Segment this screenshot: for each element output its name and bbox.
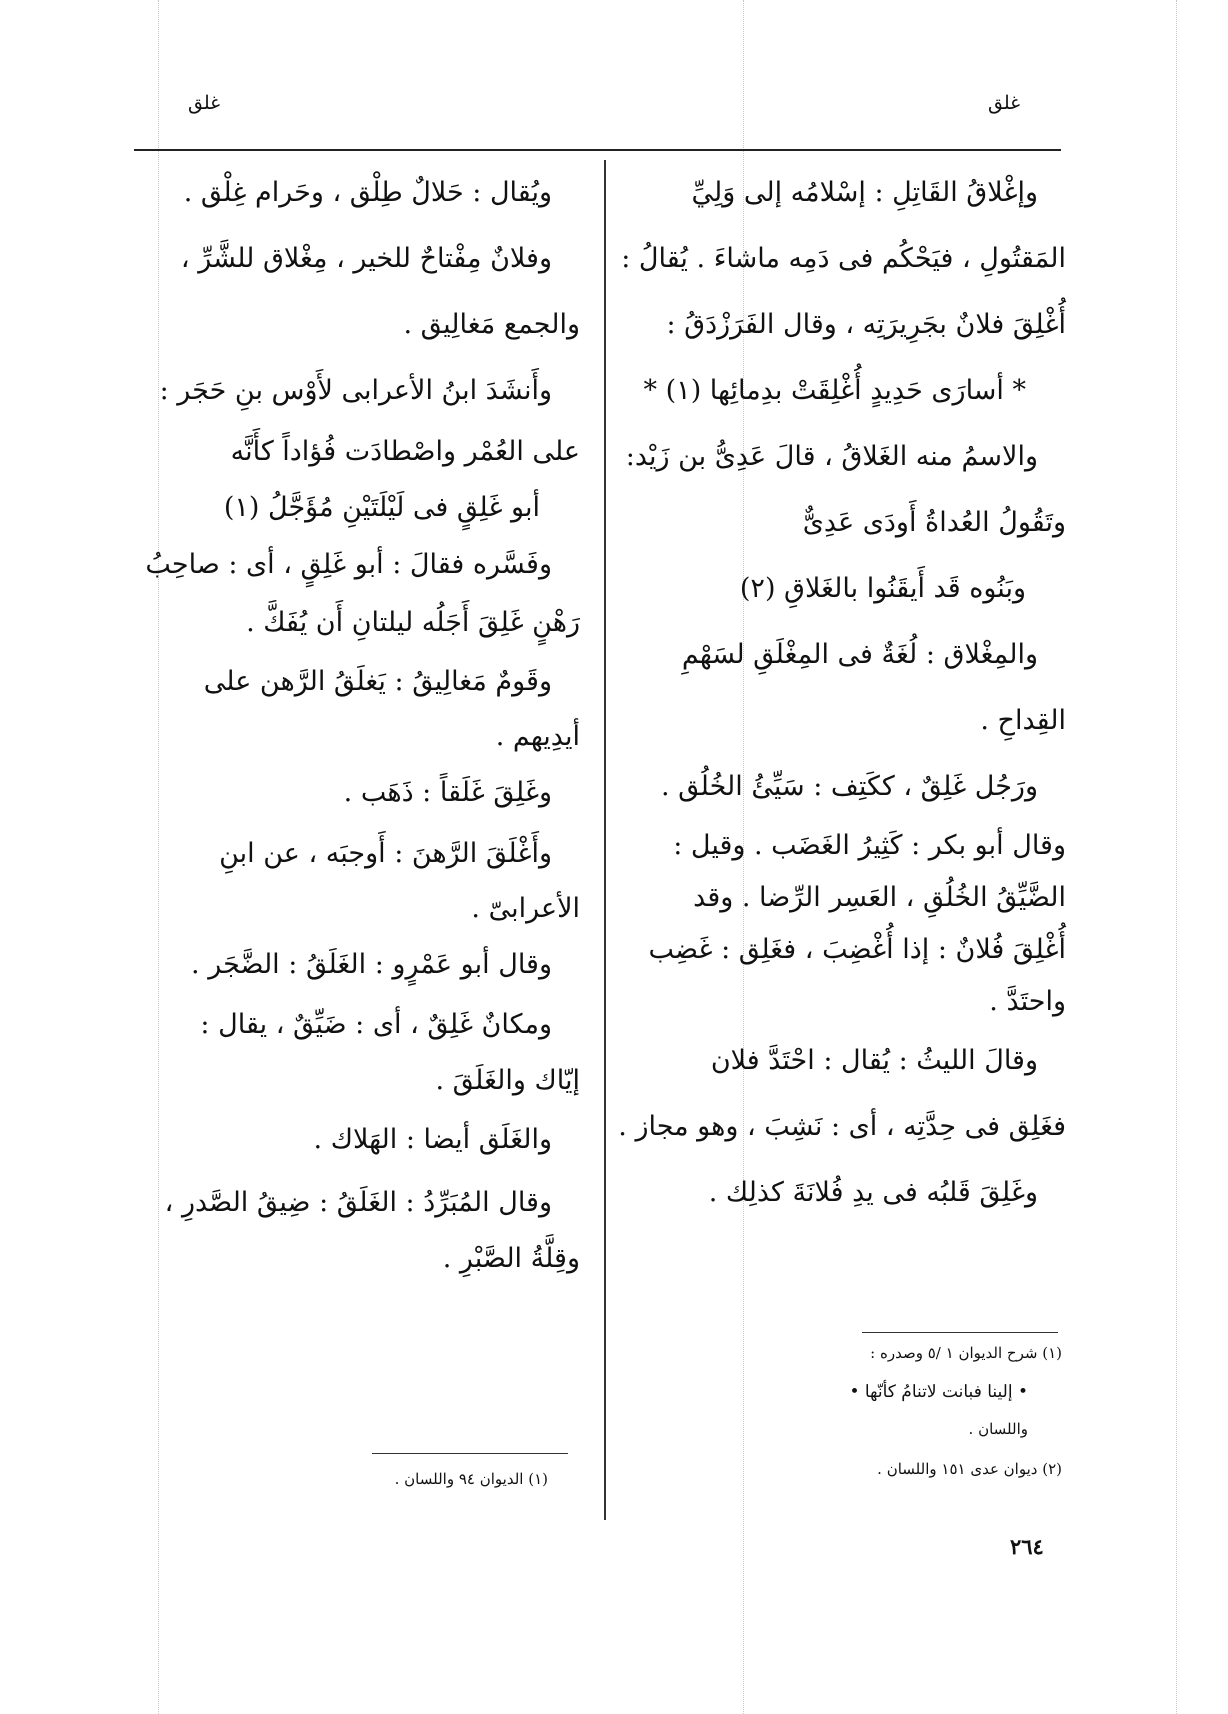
scan-guide-line <box>1176 0 1177 1714</box>
footnote: واللسان . <box>968 1420 1028 1438</box>
text-line: وفلانٌ مِفْتاحٌ للخير ، مِغْلاق للشَّرِّ ، <box>180 243 552 274</box>
footnote: (١) شرح الديوان ١ /٥ وصدره : <box>870 1344 1062 1362</box>
footnote: • إلينا فبانت لاتنامُ كأنّها • <box>849 1382 1028 1402</box>
text-line: رَهْنٍ غَلِقَ أَجَلُه ليلتانِ أَن يُفَكَّ . <box>246 607 580 638</box>
text-line: والاسمُ منه الغَلاقُ ، قالَ عَدِىُّ بن زَيْد: <box>625 441 1038 472</box>
text-line: أُغْلِقَ فلانٌ بجَرِيرَتِه ، وقال الفَرَزْدَقُ : <box>666 309 1066 340</box>
text-line: وقالَ الليثُ : يُقال : احْتَدَّ فلان <box>710 1045 1038 1076</box>
verse-line: وبَنُوه قَد أَيقَنُوا بالغَلاقِ (٢) <box>739 573 1026 604</box>
text-line: وقَومٌ مَغالِيقُ : يَغلَقُ الرَّهن على <box>203 666 552 697</box>
text-line: والمِغْلاق : لُغَةٌ فى المِغْلَقِ لسَهْمِ <box>681 639 1038 670</box>
running-header-right: غلق <box>988 92 1021 114</box>
text-line: ومكانٌ غَلِقٌ ، أى : ضَيِّقٌ ، يقال : <box>200 1009 552 1040</box>
verse-line: * أسارَى حَدِيدٍ أُغْلِقَتْ بدِمائِها (١) * <box>643 375 1026 406</box>
text-line: إيّاك والغَلَقَ . <box>435 1065 580 1096</box>
text-line: واحتَدَّ . <box>989 986 1066 1017</box>
right-column <box>618 160 1066 1226</box>
text-line: المَقتُولِ ، فيَحْكُم فى دَمِه ماشاءَ . يُقالُ : <box>621 243 1066 274</box>
page-number: ٢٦٤ <box>1010 1534 1044 1559</box>
text-line: الضَّيِّقُ الخُلُقِ ، العَسِر الرِّضا . وقد <box>693 882 1066 913</box>
text-line: أُغْلِقَ فُلانٌ : إذا أُغْضِبَ ، فغَلِق : غَضِب <box>648 934 1066 965</box>
footnote: (٢) ديوان عدى ١٥١ واللسان . <box>877 1460 1062 1478</box>
text-line: وأَغْلَقَ الرَّهنَ : أَوجبَه ، عن ابنِ <box>219 838 552 869</box>
text-line: القِداحِ . <box>980 705 1066 736</box>
footnote-rule <box>372 1453 568 1454</box>
text-line: وأَنشَدَ ابنُ الأعرابى لأَوْس بنِ حَجَر : <box>159 375 552 406</box>
text-line: فغَلِق فى حِدَّتِه ، أى : نَشِبَ ، وهو مجاز . <box>618 1111 1066 1142</box>
text-line: وقِلَّةُ الصَّبْرِ . <box>442 1243 580 1274</box>
text-line: وقال أبو بكر : كَثِيرُ الغَضَب . وقيل : <box>673 830 1066 861</box>
text-line: الأعرابىّ . <box>471 893 580 924</box>
running-header-left: غلق <box>188 92 221 114</box>
text-line: ورَجُل غَلِقٌ ، ككَتِف : سَيِّئُ الخُلُق . <box>660 771 1038 802</box>
text-line: وقال أبو عَمْرٍو : الغَلَقُ : الضَّجَر . <box>191 949 552 980</box>
text-line: ويُقال : حَلالٌ طِلْق ، وحَرام غِلْق . <box>183 177 552 208</box>
text-line: وإغْلاقُ القَاتِلِ : إسْلامُه إلى وَلِيِّ <box>691 177 1038 208</box>
text-line: وغَلِقَ قَلبُه فى يدِ فُلانَةَ كذلِك . <box>708 1177 1038 1208</box>
header-rule <box>134 149 1061 151</box>
column-divider <box>604 160 606 1520</box>
left-column <box>120 160 580 1284</box>
text-line: وفَسَّره فقالَ : أبو غَلِقٍ ، أى : صاحِبُ <box>145 549 552 580</box>
text-line: والجمع مَغالِيق . <box>403 309 580 340</box>
text-line: والغَلَق أيضا : الهَلاك . <box>313 1124 552 1155</box>
verse-line: أبو غَلِقٍ فى لَيْلَتَيْنِ مُؤَجَّلُ (١) <box>223 492 540 523</box>
verse-line: على العُمْر واصْطادَت فُؤاداً كأَنَّه <box>230 436 580 467</box>
text-line: وقال المُبَرِّدُ : الغَلَقُ : ضِيقُ الصَّدرِ ، <box>164 1187 552 1218</box>
verse-line: وتَقُولُ العُداةُ أَودَى عَدِىٌّ <box>802 507 1066 538</box>
text-line: أيدِيهم . <box>495 721 580 752</box>
footnote-rule <box>862 1332 1058 1333</box>
footnote: (١) الديوان ٩٤ واللسان . <box>394 1470 548 1488</box>
text-line: وغَلِقَ غَلَقاً : ذَهَب . <box>343 777 552 808</box>
